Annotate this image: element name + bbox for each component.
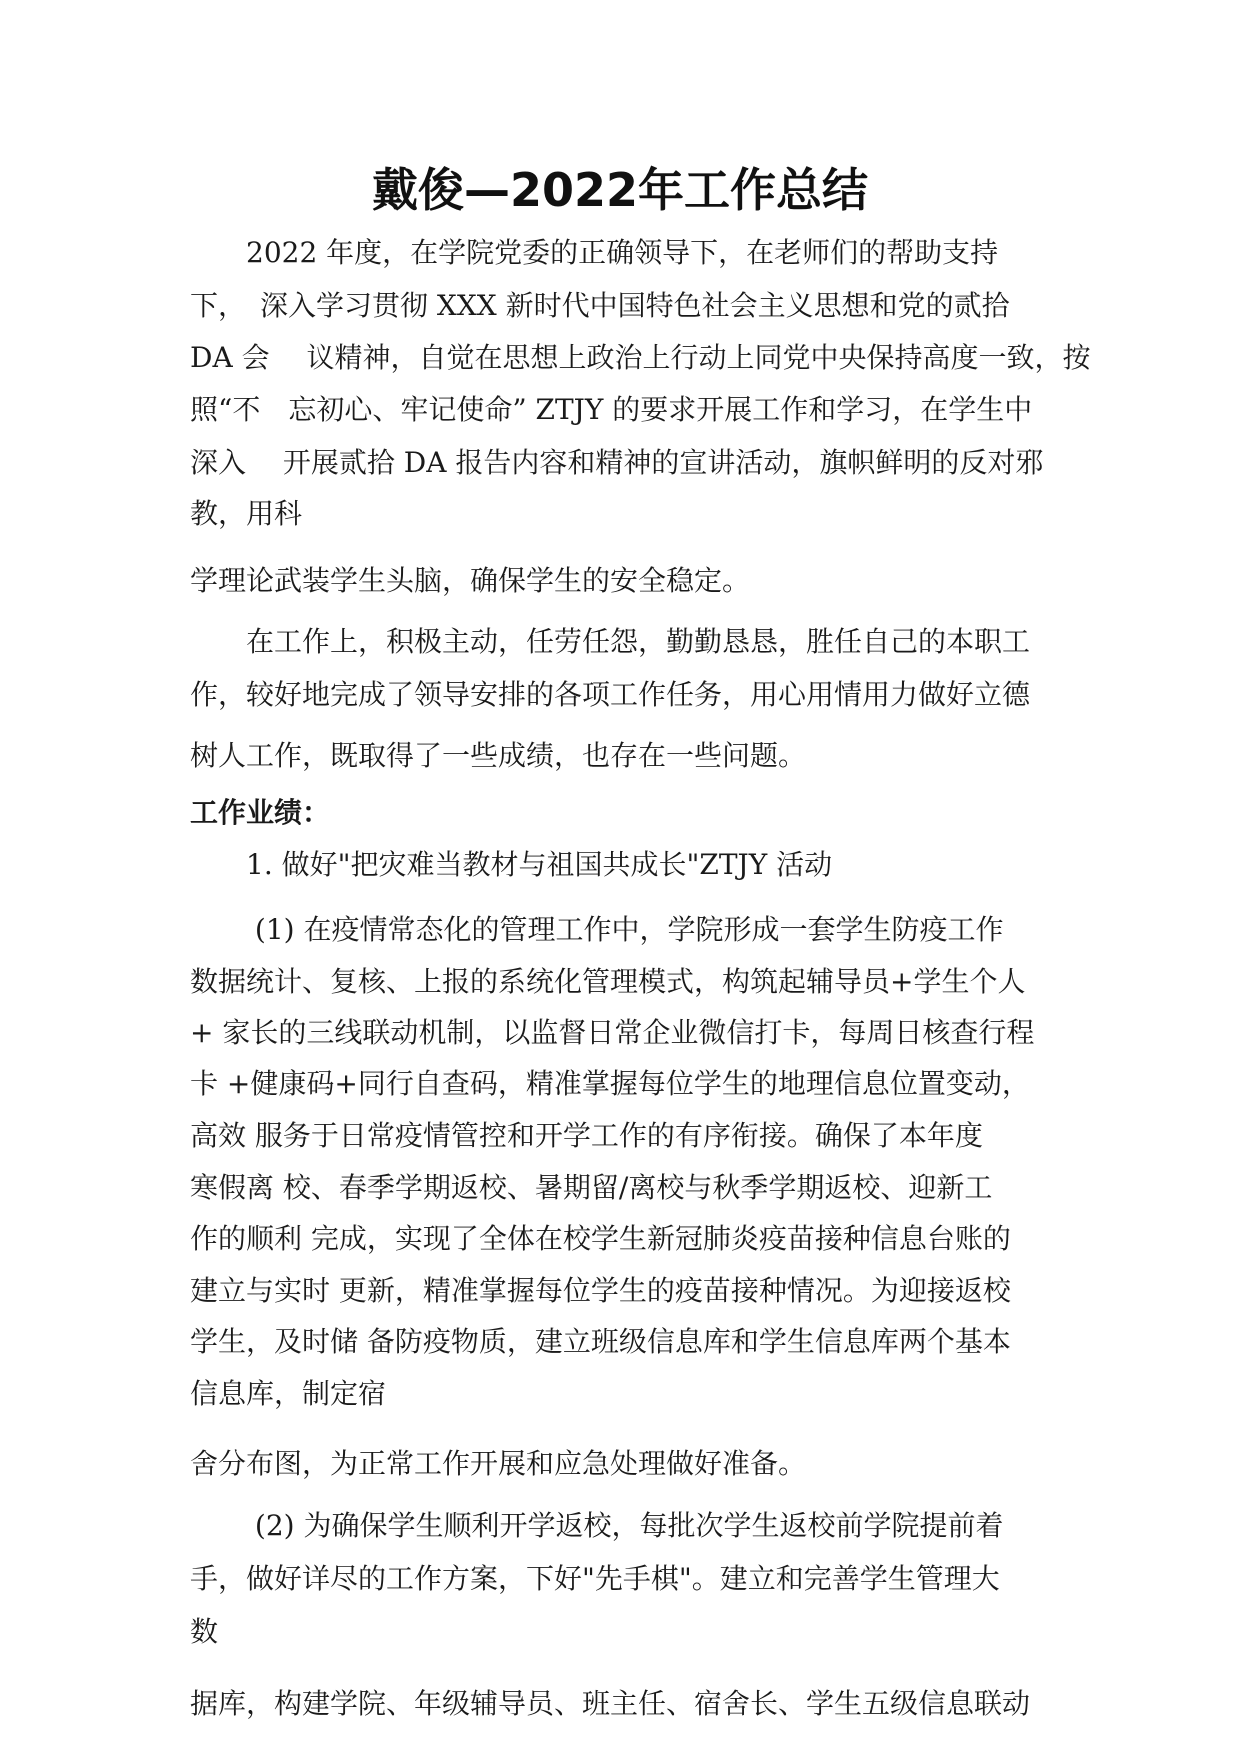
list-item: 1. 做好"把灾难当教材与祖国共成长"ZTJY 活动 [190, 848, 833, 881]
paragraph-line: 深入 开展贰拾 DA 报告内容和精神的宣讲活动，旗帜鲜明的反对邪 [190, 446, 1044, 479]
paragraph-line: 下， 深入学习贯彻 XXX 新时代中国特色社会主义思想和党的贰拾 [190, 289, 1010, 322]
paragraph-line: 手，做好详尽的工作方案，下好"先手棋"。建立和完善学生管理大 [190, 1562, 1000, 1595]
paragraph-line: 数据统计、复核、上报的系统化管理模式，构筑起辅导员+学生个人 [190, 965, 1026, 998]
paragraph-line: 树人工作，既取得了一些成绩，也存在一些问题。 [190, 739, 807, 772]
paragraph-line: 学理论武装学生头脑，确保学生的安全稳定。 [190, 564, 751, 597]
paragraph-line: DA 会 议精神，自觉在思想上政治上行动上同党中央保持高度一致，按 [190, 341, 1091, 374]
paragraph-line: + 家长的三线联动机制，以监督日常企业微信打卡，每周日核查行程 [190, 1016, 1035, 1049]
paragraph-line: 寒假离 校、春季学期返校、暑期留/离校与秋季学期返校、迎新工 [190, 1171, 993, 1204]
paragraph-line: 数 [190, 1615, 219, 1648]
document-title: 戴俊—2022年工作总结 [371, 163, 869, 217]
paragraph-line: 据库，构建学院、年级辅导员、班主任、宿舍长、学生五级信息联动 [190, 1687, 1031, 1720]
paragraph-line: 2022 年度，在学院党委的正确领导下，在老师们的帮助支持 [190, 236, 999, 269]
paragraph-line: 在工作上，积极主动，任劳任怨，勤勤恳恳，胜任自己的本职工 [190, 625, 1031, 658]
paragraph-line: 照“不 忘初心、牢记使命” ZTJY 的要求开展工作和学习，在学生中 [190, 393, 1033, 426]
paragraph-line: 信息库，制定宿 [190, 1377, 387, 1410]
paragraph-line: (2) 为确保学生顺利开学返校，每批次学生返校前学院提前着 [190, 1509, 1004, 1542]
section-heading: 工作业绩： [190, 796, 331, 829]
paragraph-line: 作的顺利 完成，实现了全体在校学生新冠肺炎疫苗接种信息台账的 [190, 1222, 1011, 1255]
paragraph-line: 高效 服务于日常疫情管控和开学工作的有序衔接。确保了本年度 [190, 1119, 983, 1152]
paragraph-line: 舍分布图，为正常工作开展和应急处理做好准备。 [190, 1447, 807, 1480]
paragraph-line: 卡 +健康码+同行自查码，精准掌握每位学生的地理信息位置变动， [190, 1067, 1030, 1100]
paragraph-line: 学生，及时储 备防疫物质，建立班级信息库和学生信息库两个基本 [190, 1325, 1011, 1358]
paragraph-line: 作，较好地完成了领导安排的各项工作任务，用心用情用力做好立德 [190, 678, 1031, 711]
paragraph-line: (1) 在疫情常态化的管理工作中，学院形成一套学生防疫工作 [190, 913, 1004, 946]
paragraph-line: 教，用科 [190, 497, 303, 530]
paragraph-line: 建立与实时 更新，精准掌握每位学生的疫苗接种情况。为迎接返校 [190, 1274, 1011, 1307]
